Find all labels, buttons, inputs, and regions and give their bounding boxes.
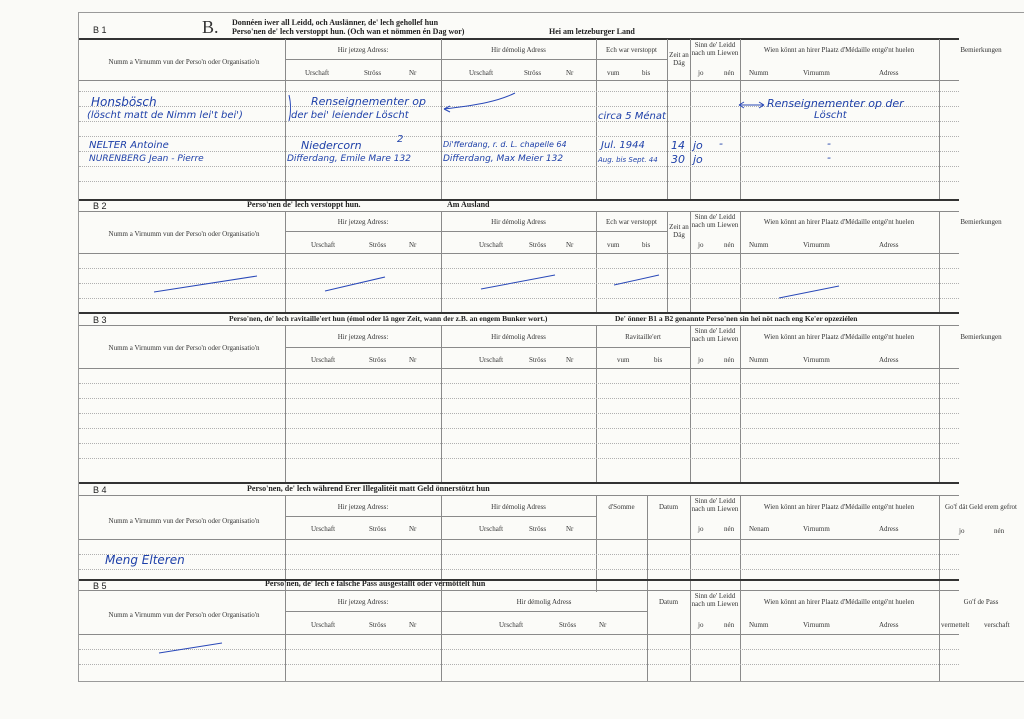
b3-sub-yes: jo (698, 356, 704, 364)
b1-row2-from: Jul. 1944 (601, 140, 645, 151)
b1-sub-yes: jo (698, 69, 704, 77)
b3-title: Perso'nen, de' lech ravitaille'ert hun (émol oder lä nger Zeit, wann der z.B. an engem Bunker wort.) (229, 314, 548, 323)
b1-header-former: Hir démolig Adress (491, 46, 546, 54)
b1-sub-no: nén (724, 69, 735, 77)
b1-row1-current: Renseignementer op (311, 95, 426, 108)
b1-row3-alive: jo (693, 153, 703, 166)
b4-sub-firstname: Virnumm (803, 525, 830, 533)
section-b3-label: B 3 (93, 315, 107, 325)
b5-sub-locality2: Urschaft (499, 621, 524, 629)
b3-sub-surname: Numm (749, 356, 769, 364)
b3-header-former: Hir démolig Adress (491, 333, 546, 341)
pen-strokes (79, 13, 1024, 681)
b3-header-ravitaillert: Ravitaille'ert (625, 333, 661, 341)
b2-sub-street: Ströss (369, 241, 387, 249)
b1-title-line2: Perso'nen de' lech verstoppt hun. (Och wan et nömmen én Dag wor) (232, 27, 465, 36)
form-sheet (78, 12, 1024, 682)
b1-row2-alive: jo (693, 139, 703, 152)
b1-sub-locality: Urschaft (305, 69, 330, 77)
b3-sub-locality2: Urschaft (479, 356, 504, 364)
b3-sub-no: nén (724, 356, 735, 364)
b3-sub-street2: Ströss (529, 356, 547, 364)
b3-header-name: Numm a Virnumm vun der Perso'n oder Organisatio'n (108, 344, 260, 352)
b4-title: Perso'nen, de' lech während Erer Illegalitéit matt Geld önnerstötzt hun (247, 484, 490, 493)
dash-b2-medal (779, 286, 839, 298)
b1-sub-nr: Nr (409, 69, 417, 77)
b1-row2-medal: - (827, 137, 831, 150)
b1-title-line1: Donnéen iwer all Leidd, och Auslänner, de' lech gehollef hun (232, 18, 439, 27)
section-b1-letter: B. (202, 17, 219, 37)
b1-row2-name: NELTER Antoine (89, 140, 169, 151)
b2-header-name: Numm a Virnumm vun der Perso'n oder Organisatio'n (108, 230, 260, 238)
b1-row2-no: - (719, 137, 723, 150)
b5-sub-nr: Nr (409, 621, 417, 629)
b5-sub-yes: jo (698, 621, 704, 629)
b2-sub-nr2: Nr (566, 241, 574, 249)
b1-row1-medal2: Löscht (814, 110, 847, 121)
b1-row3-time: 30 (671, 153, 685, 166)
b4-sub-locality2: Urschaft (479, 525, 504, 533)
b1-header-hidden: Ech war verstoppt (606, 46, 657, 54)
b5-sub-sold: verschaft (984, 621, 1010, 629)
b2-sub-yes: jo (698, 241, 704, 249)
b5-sub-no: nén (724, 621, 735, 629)
b2-title-left: Perso'nen de' lech verstoppt hun. (247, 200, 361, 209)
b4-sub-address: Adress (879, 525, 899, 533)
b1-row3-from: Aug. bis Sept. 44 (598, 156, 658, 164)
b3-header-suffered: Sinn de' Leidd nach um Liewen (691, 327, 739, 343)
b2-sub-locality: Urschaft (311, 241, 336, 249)
b5-sub-surname: Numm (749, 621, 769, 629)
b5-sub-nr2: Nr (599, 621, 607, 629)
b4-header-sum: d'Somme (608, 503, 635, 511)
b4-header-gefrot: Go'f dät Geld erem gefrot (944, 503, 1017, 511)
section-b4-label: B 4 (93, 485, 107, 495)
b1-row3-former: Differdang, Max Meier 132 (443, 154, 564, 164)
b1-row2-current: Niedercorn (301, 139, 362, 152)
b1-sub-street: Ströss (364, 69, 382, 77)
b4-header-current: Hir jetzeg Adress: (337, 503, 389, 511)
b1-sub-street2: Ströss (524, 69, 542, 77)
b2-sub-address: Adress (879, 241, 899, 249)
b4-entry: Meng Elteren (105, 553, 185, 567)
b3-sub-address: Adress (879, 356, 899, 364)
b1-sub-from: vum (607, 69, 620, 77)
b2-sub-from: vum (607, 241, 620, 249)
b1-sub-nr2: Nr (566, 69, 574, 77)
b1-row2-former: Di'fferdang, r. d. L. chapelle 64 (443, 140, 567, 149)
b3-sub-from: vum (617, 356, 630, 364)
b4-sub-nr: Nr (409, 525, 417, 533)
b1-header-current: Hir jetzeg Adress: (337, 46, 389, 54)
section-b1-label: B 1 (93, 25, 107, 35)
b4-header-medal: Wien könnt an hirer Plaatz d'Médaille entgé'nt huelen (763, 503, 915, 511)
b5-sub-issued: vermettelt (941, 621, 970, 629)
b1-row1-period: circa 5 Ménat (598, 111, 666, 122)
section-b5-label: B 5 (93, 581, 107, 591)
b4-sub-yes: jo (698, 525, 704, 533)
b4-sub-gefrot-yes: jo (959, 527, 965, 535)
b4-sub-street2: Ströss (529, 525, 547, 533)
b4-sub-no: nén (724, 525, 735, 533)
dash-b5 (159, 643, 222, 653)
b5-header-medal: Wien könnt an hirer Plaatz d'Médaille entgé'nt huelen (763, 598, 915, 606)
b3-sub-firstname: Virnumm (803, 356, 830, 364)
b2-header-suffered: Sinn de' Leidd nach um Liewen (691, 213, 739, 229)
b3-sub-nr: Nr (409, 356, 417, 364)
b4-header-date: Datum (658, 503, 679, 511)
b1-row1-name2: (löscht matt de Nimm lei't bei') (87, 110, 243, 121)
b1-sub-surname: Numm (749, 69, 769, 77)
b5-header-pass: Go'f de Pass (963, 598, 999, 606)
b2-sub-locality2: Urschaft (479, 241, 504, 249)
double-arrow-b1 (739, 102, 764, 108)
dash-b2-name (154, 276, 257, 292)
b4-sub-surname: Nenam (749, 525, 770, 533)
b2-sub-to: bis (642, 241, 651, 249)
b3-sub-locality: Urschaft (311, 356, 336, 364)
b4-sub-street: Ströss (369, 525, 387, 533)
b5-header-name: Numm a Virnumm vun der Perso'n oder Organisatio'n (108, 611, 260, 619)
b4-header-former: Hir démolig Adress (491, 503, 546, 511)
b4-header-name: Numm a Virnumm vun der Perso'n oder Organisatio'n (108, 517, 260, 525)
bracket-stroke (289, 95, 291, 121)
b1-title-right: Hei am letzeburger Land (549, 27, 635, 36)
b5-header-current: Hir jetzeg Adress: (337, 598, 389, 606)
b1-sub-locality2: Urschaft (469, 69, 494, 77)
b5-sub-locality: Urschaft (311, 621, 336, 629)
b1-row1-medal: Renseignementer op der (767, 97, 904, 110)
b2-header-hidden: Ech war verstoppt (606, 218, 657, 226)
dash-b2-hidden (614, 275, 659, 285)
b2-sub-no: nén (724, 241, 735, 249)
b1-row3-current: Differdang, Emile Mare 132 (287, 154, 411, 164)
b1-row3-name: NURENBERG Jean - Pierre (89, 154, 204, 164)
dash-b2-current (325, 277, 385, 291)
b4-sub-nr2: Nr (566, 525, 574, 533)
b1-header-medal: Wien könnt an hirer Plaatz d'Médaille entgé'nt huelen (763, 46, 915, 54)
b2-sub-nr: Nr (409, 241, 417, 249)
b5-title: Perso'nen, de' lech é falsche Pass ausgestallt oder vermöttelt hun (265, 579, 486, 588)
b3-sub-street: Ströss (369, 356, 387, 364)
b1-row2-time: 14 (671, 139, 685, 152)
b3-sub-nr2: Nr (566, 356, 574, 364)
b4-header-suffered: Sinn de' Leidd nach um Liewen (691, 497, 739, 513)
b1-header-suffered: Sinn de' Leidd nach um Liewen (691, 41, 739, 57)
b1-header-time: Zeit an Däg (669, 51, 689, 67)
b5-sub-street: Ströss (369, 621, 387, 629)
b1-row1-current2: der bei' leiender Löscht (291, 110, 409, 121)
b5-sub-address: Adress (879, 621, 899, 629)
arrow-stroke-b1 (444, 93, 515, 109)
b3-sub-to: bis (654, 356, 663, 364)
b1-header-remarks: Bemierkungen (960, 46, 1002, 54)
b5-sub-street2: Ströss (559, 621, 577, 629)
b2-header-remarks: Bemierkungen (960, 218, 1002, 226)
b5-header-former: Hir démolig Adress (516, 598, 572, 606)
b4-sub-gefrot-no: nén (994, 527, 1005, 535)
b1-sub-to: bis (642, 69, 651, 77)
b1-header-name: Numm a Virnumm vun der Perso'n oder Organisatio'n (108, 58, 260, 66)
b1-row1-name: Honsbösch (91, 95, 157, 109)
b3-header-medal: Wien könnt an hirer Plaatz d'Médaille entgé'nt huelen (763, 333, 915, 341)
b5-sub-firstname: Virnumm (803, 621, 830, 629)
b3-header-remarks: Bemierkungen (960, 333, 1002, 341)
b4-sub-locality: Urschaft (311, 525, 336, 533)
b2-header-current: Hir jetzeg Adress: (337, 218, 389, 226)
section-b2-label: B 2 (93, 201, 107, 211)
b2-sub-firstname: Virnumm (803, 241, 830, 249)
b2-header-time: Zeit an Däg (669, 223, 689, 239)
b1-row3-medal: - (827, 151, 831, 164)
b2-title-right: Am Ausland (447, 200, 490, 209)
b2-header-former: Hir démolig Adress (491, 218, 546, 226)
dash-b2-former (481, 275, 555, 289)
b3-header-current: Hir jetzeg Adress: (337, 333, 389, 341)
b1-row2-current-nr: 2 (397, 134, 404, 145)
b2-header-medal: Wien könnt an hirer Plaatz d'Médaille entgé'nt huelen (763, 218, 915, 226)
b2-sub-street2: Ströss (529, 241, 547, 249)
b5-header-suffered: Sinn de' Leidd nach um Liewen (691, 592, 739, 608)
b3-note: De' önner B1 a B2 genannte Perso'nen sin hei nöt nach eng Ke'er opzeziélen (615, 314, 858, 323)
b2-sub-surname: Numm (749, 241, 769, 249)
b1-sub-address: Adress (879, 69, 899, 77)
b5-header-date: Datum (658, 598, 679, 606)
b1-sub-firstname: Virnumm (803, 69, 830, 77)
